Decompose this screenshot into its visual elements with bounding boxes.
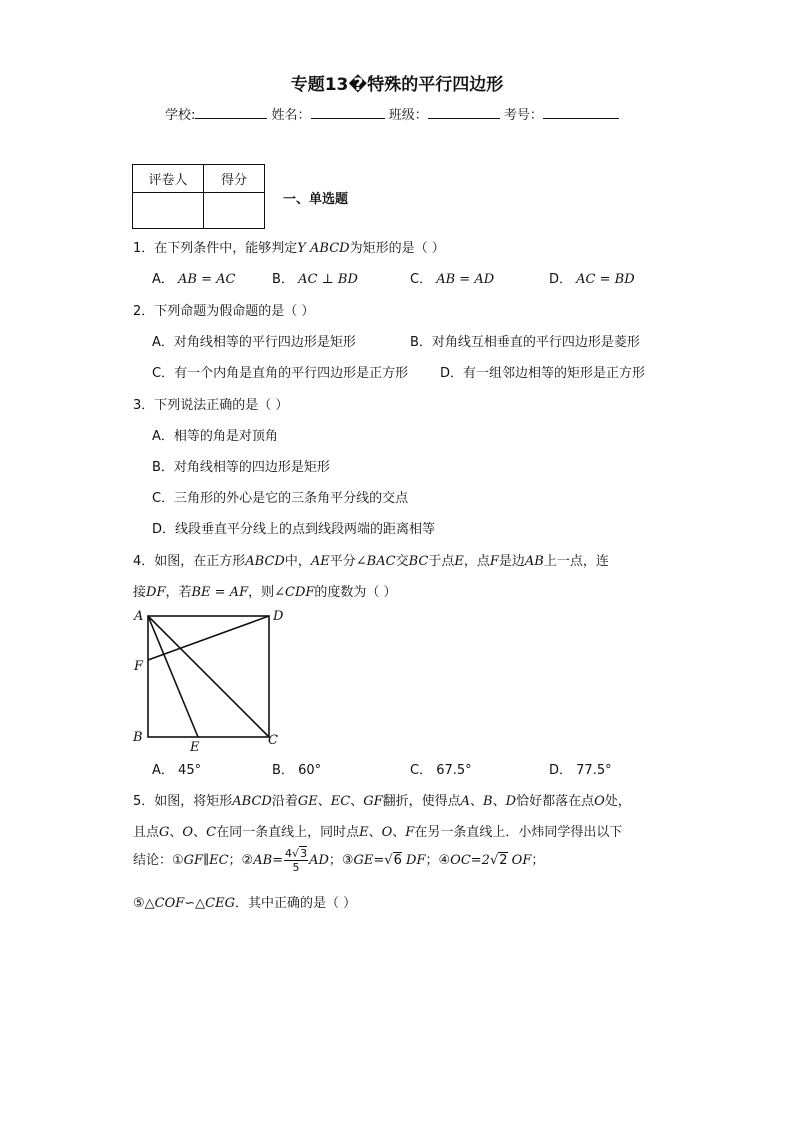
stem-text: 、: [392, 825, 406, 840]
math-text: G: [159, 825, 170, 840]
page-title: 专题13�特殊的平行四边形: [290, 75, 504, 95]
option-text: AC = BD: [576, 272, 635, 287]
option-text: 有一组邻边相等的矩形是正方形: [463, 366, 646, 381]
math-text: AE: [310, 554, 330, 569]
question-4-option-b[interactable]: [272, 759, 321, 778]
option-letter: A．: [152, 272, 174, 287]
score-cell[interactable]: [204, 193, 265, 229]
question-2-option-a[interactable]: [152, 331, 356, 350]
option-text: 对角线相等的平行四边形是矩形: [173, 335, 356, 350]
name-label: 姓名：: [271, 108, 311, 123]
stem-text: 恰好都落在点: [516, 794, 595, 809]
option-text: 67.5°: [436, 763, 472, 778]
score-table: [132, 164, 265, 229]
question-3-option-d[interactable]: [152, 518, 435, 537]
question-1-option-a[interactable]: [152, 268, 235, 287]
radicand: 3: [300, 847, 308, 860]
question-3-option-a[interactable]: [152, 425, 278, 444]
question-number: 1．: [133, 241, 155, 256]
question-5-conclusions-line: 结论：①GF∥EC；②AB= $\frac{4√3}{5}$ AD；③GE=√6 DF；④OC=2√2 OF；: [133, 847, 545, 874]
question-4-stem-line-2: [133, 581, 397, 600]
question-3-stem: [133, 394, 288, 413]
stem-text: 在下列条件中，能够判定: [154, 241, 298, 256]
label-c: C: [268, 733, 278, 748]
question-5-stem-line-1: [133, 790, 631, 809]
math-text: O: [594, 794, 605, 809]
stem-text: 平分: [329, 554, 356, 569]
circled-number: ④: [438, 853, 451, 868]
diagonal-ac: [148, 616, 269, 737]
option-letter: C．: [152, 366, 175, 381]
math-text: D: [505, 794, 517, 809]
question-number: 5．: [133, 794, 155, 809]
option-text: 对角线相等的四边形是矩形: [173, 460, 330, 475]
option-text: AB = AC: [178, 272, 236, 287]
question-2-stem: [133, 300, 314, 319]
fraction-denominator: 5: [292, 861, 300, 874]
math-text: B: [483, 794, 493, 809]
stem-text: ；: [328, 853, 342, 868]
option-letter: A．: [152, 429, 174, 444]
question-1-option-c[interactable]: [410, 268, 494, 287]
stem-text: ；: [425, 853, 439, 868]
section-title: 一、单选题: [283, 192, 349, 207]
stem-text: ；: [228, 853, 242, 868]
option-text: 三角形的外心是它的三条角平分线的交点: [174, 491, 409, 506]
option-text: 线段垂直平分线上的点到线段两端的距离相等: [175, 522, 436, 537]
stem-text: 如图，在正方形: [154, 554, 246, 569]
fraction: $\frac{4√3}{5}$: [285, 847, 308, 874]
math-text: GE=: [353, 853, 385, 868]
option-text: 77.5°: [576, 763, 612, 778]
math-text: ∠CDF: [274, 585, 315, 600]
option-letter: C．: [152, 491, 175, 506]
stem-text: 、: [193, 825, 207, 840]
option-letter: D．: [549, 272, 573, 287]
question-3-option-b[interactable]: [152, 456, 330, 475]
stem-text: 、: [368, 825, 382, 840]
circled-number: ⑤: [133, 896, 145, 911]
math-text: F: [405, 825, 415, 840]
math-text: AB=: [253, 853, 284, 868]
math-text: E: [359, 825, 369, 840]
question-4-option-a[interactable]: [152, 759, 201, 778]
math-text: OC=2: [450, 853, 490, 868]
question-number: 2．: [133, 304, 155, 319]
option-letter: D．: [549, 763, 573, 778]
question-2-option-c[interactable]: [152, 362, 408, 381]
option-letter: D．: [152, 522, 176, 537]
option-text: AB = AD: [436, 272, 495, 287]
stem-text: 中，: [284, 554, 311, 569]
stem-text: 、: [470, 794, 484, 809]
grader-header: 评卷人: [133, 165, 204, 193]
stem-text: 、: [317, 794, 331, 809]
class-blank[interactable]: [428, 106, 500, 119]
question-4-stem-line-1: [133, 550, 609, 569]
question-5-stem-line-2: [133, 821, 622, 840]
stem-text: 上一点，连: [543, 554, 609, 569]
option-letter: A．: [152, 763, 174, 778]
math-text: E: [454, 554, 464, 569]
math-text: GF∥EC: [183, 853, 229, 868]
math-text: EC: [330, 794, 351, 809]
circled-number: ①: [172, 853, 184, 868]
option-text: 相等的角是对顶角: [173, 429, 278, 444]
stem-text: 的度数为（ ）: [314, 585, 397, 600]
grader-cell[interactable]: [133, 193, 204, 229]
class-label: 班级：: [388, 108, 428, 123]
fraction-coefficient: 4: [285, 847, 293, 860]
option-letter: D．: [440, 366, 464, 381]
stem-text: 结论：: [133, 853, 173, 868]
segment-df: [148, 616, 269, 660]
option-text: 有一个内角是直角的平行四边形是正方形: [174, 366, 409, 381]
question-1-option-d[interactable]: [549, 268, 635, 287]
question-3-option-c[interactable]: [152, 487, 408, 506]
stem-text: 在同一条直线上，同时点: [216, 825, 360, 840]
label-f: F: [134, 659, 144, 674]
option-text: 60°: [298, 763, 322, 778]
stem-text: 且点: [133, 825, 160, 840]
stem-text: 交: [395, 554, 409, 569]
circled-number: ②: [241, 853, 254, 868]
name-blank[interactable]: [311, 106, 385, 119]
radicand: 2: [499, 853, 508, 868]
stem-text: 如图，将矩形: [154, 794, 233, 809]
stem-text: ，则: [248, 585, 275, 600]
segment-ae: [148, 616, 198, 737]
math-text: △COF∽△CEG: [144, 896, 235, 911]
option-text: 45°: [178, 763, 202, 778]
math-text: ABCD: [232, 794, 272, 809]
stem-text: 翻折，使得点: [382, 794, 461, 809]
question-2-option-d[interactable]: [440, 362, 645, 381]
option-letter: B．: [410, 335, 432, 350]
option-text: AC ⊥ BD: [298, 272, 358, 287]
stem-text: ，若: [165, 585, 192, 600]
stem-text: 是边: [498, 554, 525, 569]
label-d: D: [273, 609, 284, 624]
label-e: E: [190, 740, 200, 754]
question-2-option-b[interactable]: [410, 331, 640, 350]
stem-text: 处，: [604, 794, 631, 809]
circled-number: ③: [341, 853, 354, 868]
math-text: O: [381, 825, 393, 840]
student-info-line: [165, 104, 619, 123]
stem-text: 下列说法正确的是（ ）: [154, 398, 289, 413]
math-text: A: [460, 794, 471, 809]
question-5-stem-line-4: [133, 892, 356, 911]
math-text: AD: [309, 853, 329, 868]
exam-number-blank[interactable]: [543, 106, 619, 119]
question-number: 4．: [133, 554, 155, 569]
stem-text: 于点: [428, 554, 455, 569]
math-text: BC: [408, 554, 429, 569]
option-letter: A．: [152, 335, 174, 350]
math-text: ∠BAC: [355, 554, 396, 569]
math-text: BE = AF: [191, 585, 249, 600]
stem-text: ．其中正确的是（ ）: [235, 896, 357, 911]
question-4-option-c[interactable]: [410, 759, 472, 778]
radicand: 6: [393, 853, 402, 868]
math-text: F: [489, 554, 499, 569]
question-1-option-b[interactable]: [272, 268, 358, 287]
option-letter: B．: [152, 460, 174, 475]
stem-text: ；: [531, 853, 545, 868]
math-text: C: [206, 825, 217, 840]
stem-text: 、: [169, 825, 183, 840]
math-text: GF: [363, 794, 383, 809]
square-figure: [128, 604, 288, 754]
label-b: B: [133, 730, 143, 745]
exam-number-label: 考号：: [503, 108, 543, 123]
school-blank[interactable]: [195, 106, 267, 119]
question-number: 3．: [133, 398, 155, 413]
stem-text: 、: [492, 794, 506, 809]
math-text: DF: [146, 585, 166, 600]
stem-text: 在另一条直线上．小炜同学得出以下: [414, 825, 623, 840]
question-4-option-d[interactable]: [549, 759, 612, 778]
option-letter: B．: [272, 272, 294, 287]
stem-text: ，点: [463, 554, 490, 569]
stem-text: 沿着: [271, 794, 298, 809]
question-1-stem: [133, 237, 445, 256]
score-header: 得分: [204, 165, 265, 193]
math-text: AB: [524, 554, 544, 569]
math-text: GE: [297, 794, 318, 809]
label-a: A: [134, 609, 144, 624]
option-letter: C．: [410, 763, 433, 778]
school-label: 学校:: [165, 108, 196, 123]
stem-text: 下列命题为假命题的是（ ）: [154, 304, 315, 319]
stem-text: 接: [133, 585, 147, 600]
stem-text: 、: [350, 794, 364, 809]
option-letter: C．: [410, 272, 433, 287]
math-text: DF: [406, 853, 426, 868]
math-text: ABCD: [245, 554, 285, 569]
math-text: O: [182, 825, 194, 840]
math-text: Y ABCD: [297, 241, 350, 256]
math-text: OF: [511, 853, 532, 868]
option-letter: B．: [272, 763, 294, 778]
option-text: 对角线互相垂直的平行四边形是菱形: [431, 335, 640, 350]
stem-text: 为矩形的是（ ）: [349, 241, 445, 256]
